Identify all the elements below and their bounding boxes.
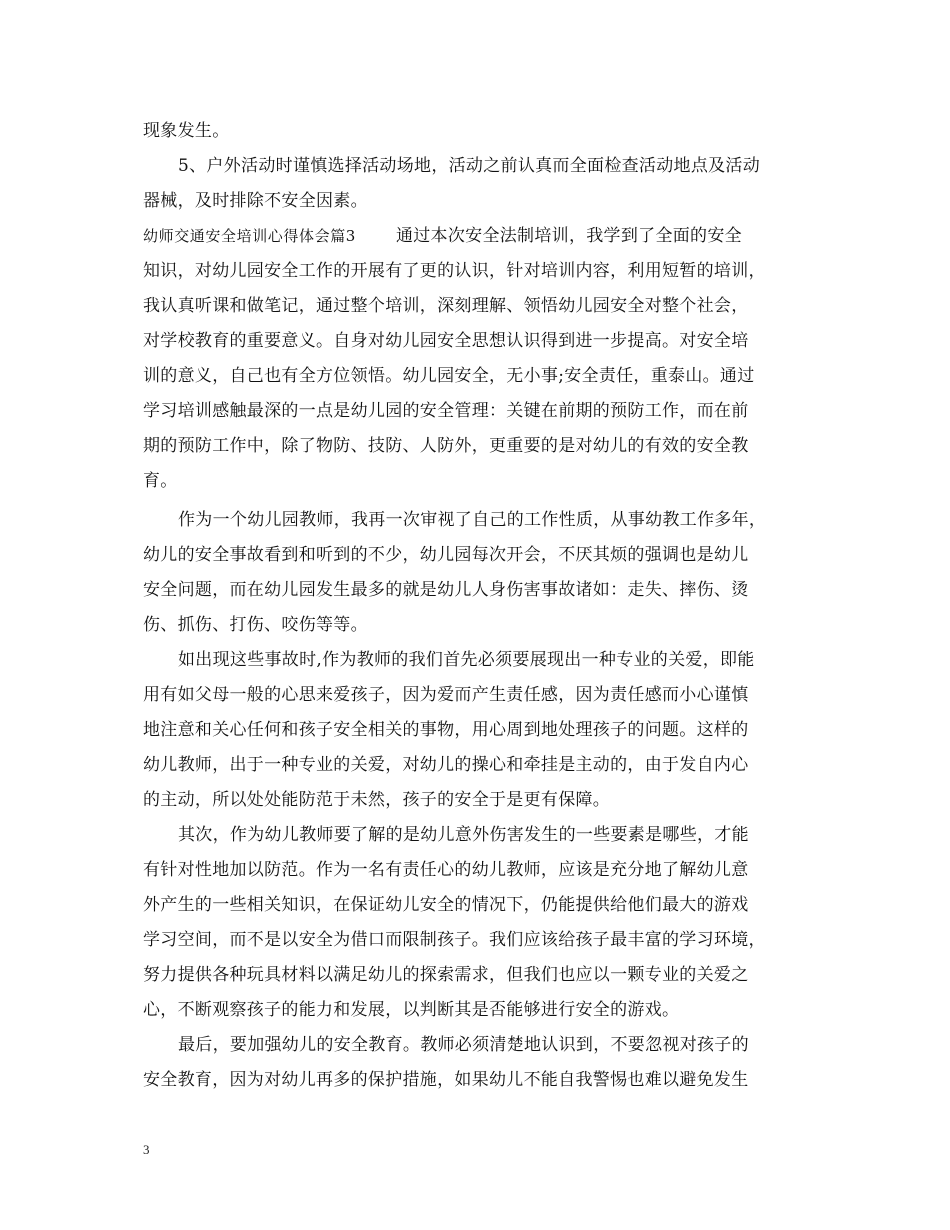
text-line: 幼儿教师，出于一种专业的关爱，对幼儿的操心和牵挂是主动的，由于发自内心 (143, 755, 749, 775)
text-line: 如出现这些事故时,作为教师的我们首先必须要展现出一种专业的关爱，即能 (178, 650, 755, 670)
text-line: 育。 (143, 471, 178, 491)
text-line: 心，不断观察孩子的能力和发展，以判断其是否能够进行安全的游戏。 (143, 1000, 680, 1020)
text-line: 最后，要加强幼儿的安全教育。教师必须清楚地认识到，不要忽视对孩子的 (178, 1035, 749, 1055)
text-line: 外产生的一些相关知识，在保证幼儿安全的情况下，仍能提供给他们最大的游戏 (143, 895, 749, 915)
section-heading: 幼师交通安全培训心得体会篇3 (143, 227, 356, 245)
text-line: 努力提供各种玩具材料以满足幼儿的探索需求，但我们也应以一颗专业的关爱之 (143, 965, 749, 985)
text-line: 地注意和关心任何和孩子安全相关的事物，用心周到地处理孩子的问题。这样的 (143, 720, 749, 740)
text-line: 安全教育，因为对幼儿再多的保护措施，如果幼儿不能自我警惕也难以避免发生 (143, 1070, 749, 1090)
text-line: 器械，及时排除不安全因素。 (143, 191, 368, 211)
page-number: 3 (143, 1142, 150, 1157)
text-line: 期的预防工作中，除了物防、技防、人防外，更重要的是对幼儿的有效的安全教 (143, 436, 749, 456)
text-line: 作为一个幼儿园教师，我再一次审视了自己的工作性质，从事幼教工作多年， (178, 510, 767, 530)
text-line: 现象发生。 (143, 121, 230, 141)
text-line: 幼儿的安全事故看到和听到的不少，幼儿园每次开会，不厌其烦的强调也是幼儿 (143, 545, 749, 565)
paragraph (143, 643, 815, 818)
text-line: 学习培训感触最深的一点是幼儿园的安全管理：关键在前期的预防工作，而在前 (143, 401, 749, 421)
text-line: 伤、抓伤、打伤、咬伤等等。 (143, 615, 368, 635)
text-line: 的主动，所以处处能防范于未然，孩子的安全于是更有保障。 (143, 790, 611, 810)
text-line: 用有如父母一般的心思来爱孩子，因为爱而产生责任感，因为责任感而小心谨慎 (143, 685, 749, 705)
text-line: 安全问题，而在幼儿园发生最多的就是幼儿人身伤害事故诸如：走失、摔伤、烫 (143, 580, 749, 600)
text-line: 其次，作为幼儿教师要了解的是幼儿意外伤害发生的一些要素是哪些，才能 (178, 825, 749, 845)
section-heading-line (143, 219, 815, 254)
paragraph (143, 1028, 815, 1098)
paragraph (143, 818, 815, 1028)
paragraph (143, 503, 815, 643)
text-line: 知识，对幼儿园安全工作的开展有了更的认识，针对培训内容，利用短暂的培训， (143, 261, 766, 281)
text-line: 5、户外活动时谨慎选择活动场地，活动之前认真而全面检查活动地点及活动 (178, 156, 761, 176)
text-line: 训的意义，自己也有全方位领悟。幼儿园安全，无小事;安全责任，重泰山。通过 (143, 366, 755, 386)
text-line: 我认真听课和做笔记，通过整个培训，深刻理解、领悟幼儿园安全对整个社会， (143, 296, 749, 316)
text-line: 有针对性地加以防范。作为一名有责任心的幼儿教师，应该是充分地了解幼儿意 (143, 860, 749, 880)
text-line: 学习空间，而不是以安全为借口而限制孩子。我们应该给孩子最丰富的学习环境， (143, 930, 766, 950)
document-body (143, 114, 815, 1098)
text-line: 对学校教育的重要意义。自身对幼儿园安全思想认识得到进一步提高。对安全培 (143, 331, 749, 351)
section-heading-continuation: 通过本次安全法制培训，我学到了全面的安全 (395, 226, 742, 246)
